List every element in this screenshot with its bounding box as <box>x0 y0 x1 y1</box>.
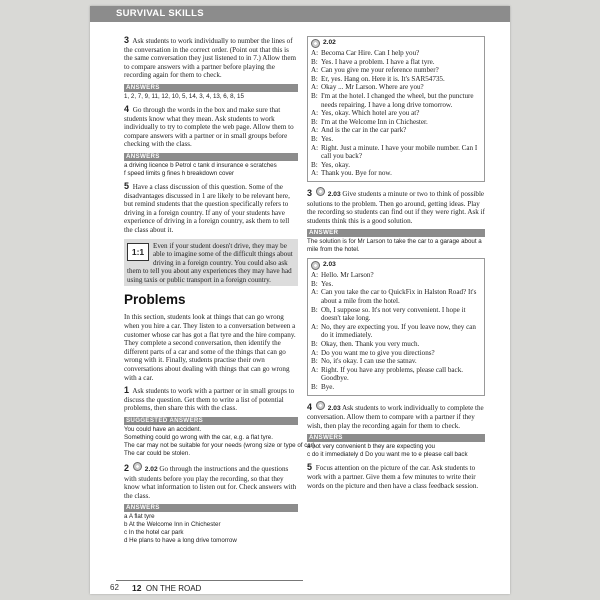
transcript-line <box>311 306 481 323</box>
speaker-text: Right. Just a minute. I have your mobile number. Can I call you back? <box>321 143 478 161</box>
audio-cd-icon <box>311 39 320 48</box>
track-number: 2.02 <box>323 39 336 47</box>
transcript-line <box>311 271 481 280</box>
speaker-text: Okay, then. Thank you very much. <box>321 340 420 349</box>
audio-cd-icon <box>311 261 320 270</box>
transcript-line <box>311 118 481 127</box>
speaker-text: Okay ... Mr Larson. Where are you? <box>321 83 424 92</box>
track-number: 2.03 <box>327 404 341 412</box>
speaker-text: No, they are expecting you. If you leave now, they can do it immediately. <box>321 322 476 340</box>
answers-header: ANSWERS <box>307 434 485 442</box>
transcript-line <box>311 169 481 178</box>
step-number: 4 <box>307 401 313 412</box>
transcript-line <box>311 340 481 349</box>
transcript-line <box>311 66 481 75</box>
page-footer <box>90 580 510 594</box>
step-3-instruction: 3 Ask students to work individually to number the lines of the conversation in the correct order. (Point out that this is the same conversation they just listened to in 7.) Allow them to compare answers with a partner before playing the recording again for them to check. <box>124 35 296 80</box>
speaker-label: A: <box>311 288 319 297</box>
transcript-line <box>311 357 481 366</box>
transcript-line <box>311 109 481 118</box>
section-intro: In this section, students look at things that can go wrong when you hire a car. They listen to a conversation between a customer whose car has got a flat tyre and the hire company. They complete a second conversation, then identify the different parts of a car and some of the things that can go wrong with it. Finally, students practise their own conversations about dealing with things that can go wrong with a car. <box>124 313 296 382</box>
speaker-text: I'm at the hotel. I changed the wheel, but the puncture needs repairing. I have a long drive tomorrow. <box>321 91 474 109</box>
section-title: SURVIVAL SKILLS <box>116 8 204 19</box>
answers-header: ANSWER <box>307 229 485 237</box>
speaker-label: B: <box>311 340 318 349</box>
answers-box: You could have an accident. Something could go wrong with the car, e.g. a flat tyre. The car may not be suitable for your needs (wrong size or type of car). The car could be stolen. <box>124 426 317 457</box>
speaker-label: B: <box>311 91 318 100</box>
answers-header: ANSWERS <box>124 153 298 161</box>
one-to-one-icon: 1:1 <box>127 243 149 261</box>
speaker-text: Can you give me your reference number? <box>321 66 439 75</box>
answers-box: a driving licence b Petrol c tank d insurance e scratches f speed limits g fines h breakdown cover <box>124 161 277 177</box>
transcript-line <box>311 366 481 383</box>
answers-header: ANSWERS <box>124 504 298 512</box>
speaker-label: A: <box>311 66 319 75</box>
speaker-text: Yes, okay. <box>321 160 350 169</box>
textbook-page <box>90 6 510 594</box>
audio-cd-icon <box>316 187 325 196</box>
transcript-box <box>307 36 485 182</box>
speaker-label: A: <box>311 365 319 374</box>
speaker-text: Becoma Car Hire. Can I help you? <box>321 49 420 57</box>
track-number: 2.03 <box>327 190 341 198</box>
answers-header: SUGGESTED ANSWERS <box>124 417 298 425</box>
section-header-bar <box>90 6 510 22</box>
transcript-line <box>311 126 481 135</box>
step-4-instruction: 4 2.03 Ask students to work individually to complete the conversation. Allow them to compare with a partner if they wish, then play the recording again for them to check. <box>307 401 484 430</box>
speaker-label: B: <box>311 74 318 83</box>
audio-cd-icon <box>316 401 325 410</box>
speaker-text: Bye. <box>321 383 335 391</box>
speaker-label: B: <box>311 134 318 143</box>
transcript-line <box>311 288 481 305</box>
speaker-text: Right. If you have any problems, please call back. Goodbye. <box>321 365 464 383</box>
transcript-line <box>311 135 481 144</box>
speaker-text: Yes. <box>321 279 334 288</box>
speaker-label: B: <box>311 160 318 169</box>
answers-box: 1, 2, 7, 9, 11, 12, 10, 5, 14, 3, 4, 13, 6, 8, 15 <box>124 92 244 100</box>
speaker-text: And is the car in the car park? <box>321 126 407 135</box>
step-5-instruction: 5 Focus attention on the picture of the car. Ask students to work with a partner. Give them a few minutes to write their words on the picture and then have a class feedback session. <box>307 462 479 490</box>
answers-box: The solution is for Mr Larson to take the car to a garage about a mile from the hotel. <box>307 238 482 254</box>
speaker-label: A: <box>311 169 319 178</box>
transcript-line <box>311 323 481 340</box>
transcript-line <box>311 161 481 170</box>
transcript-line <box>311 49 481 58</box>
step-4-instruction: 4 Go through the words in the box and make sure that students know what they mean. Ask students to work individually to try to complete the web page. Allow them to compare answers with a partner or in small groups before checking with the class. <box>124 103 294 149</box>
transcript-line <box>311 280 481 289</box>
transcript-lines <box>311 271 481 391</box>
speaker-label: A: <box>311 49 319 57</box>
speaker-text: Hello. Mr Larson? <box>321 271 374 280</box>
transcript-line <box>311 58 481 67</box>
speaker-label: A: <box>311 322 319 331</box>
speaker-text: No, it's okay. I can use the satnav. <box>321 357 417 366</box>
speaker-label: B: <box>311 305 318 314</box>
track-number: 2.02 <box>144 466 158 473</box>
speaker-label: B: <box>311 357 318 366</box>
answers-box: a A flat tyre b At the Welcome Inn in Chichester c In the hotel car park d He plans to have a long drive tomorrow <box>124 513 237 545</box>
speaker-label: B: <box>311 57 318 66</box>
transcript-line <box>311 92 481 109</box>
speaker-label: A: <box>311 109 319 118</box>
speaker-label: B: <box>311 117 318 126</box>
step-number: 3 <box>307 187 313 198</box>
speaker-text: Yes. I have a problem. I have a flat tyre. <box>321 57 435 66</box>
step-number: 2 <box>124 463 130 473</box>
transcript-lines <box>311 49 481 178</box>
track-number: 2.03 <box>323 261 336 269</box>
audio-cd-icon <box>133 462 142 471</box>
unit-label: 12 ON THE ROAD <box>132 583 202 593</box>
step-3-instruction: 3 2.03 Give students a minute or two to think of possible solutions to the problem. Then go around, getting ideas. Play the recording so students can find out if they were right. Ask if students think this is a good solution. <box>307 187 485 225</box>
right-column <box>307 36 485 494</box>
speaker-label: A: <box>311 126 319 135</box>
speaker-text: Do you want me to give you directions? <box>321 348 435 357</box>
speaker-label: A: <box>311 83 319 92</box>
speaker-text: Can you take the car to QuickFix in Halston Road? It's about a mile from the hotel. <box>321 288 477 306</box>
speaker-text: Yes. <box>321 134 334 143</box>
step-number: 3 <box>124 35 130 45</box>
answers-box: a not very convenient b they are expecting you c do it immediately d Do you want me to e please call back <box>307 443 468 459</box>
speaker-text: I'm at the Welcome Inn in Chichester. <box>321 117 428 126</box>
speaker-text: Yes, okay. Which hotel are you at? <box>321 109 420 118</box>
footer-rule <box>116 580 303 581</box>
speaker-label: B: <box>311 279 318 288</box>
page-number: 62 <box>110 583 119 592</box>
answers-header: ANSWERS <box>124 84 298 92</box>
section-heading: Problems <box>124 292 186 308</box>
step-number: 4 <box>124 103 130 114</box>
speaker-text: Oh, I suppose so. It's not very convenient. I hope it doesn't take long. <box>321 305 466 323</box>
step-2-instruction: 2 2.02 Go through the instructions and the questions with students before you play the recording, so that they know what information to listen out for. Check answers with the class. <box>124 463 297 500</box>
step-5-instruction: 5 Have a class discussion of this question. Some of the disadvantages discussed in 1 are likely to be relevant here, but remind students that the question specifically refers to driving in a foreign country. If any of your students have experience of driving in a foreign country, ask them to tell the class about it. <box>124 180 290 234</box>
transcript-line <box>311 349 481 358</box>
step-number: 1 <box>124 385 130 396</box>
left-column <box>124 35 317 549</box>
step-number: 5 <box>124 180 130 191</box>
step-1-instruction: 1 Ask students to work with a partner or in small groups to discuss the question. Get them to write a list of potential problems, then share this with the class. <box>124 385 295 413</box>
transcript-box <box>307 258 485 395</box>
transcript-line <box>311 83 481 92</box>
transcript-line <box>311 383 481 392</box>
speaker-label: A: <box>311 143 319 152</box>
speaker-label: B: <box>311 383 318 391</box>
speaker-label: A: <box>311 271 319 280</box>
speaker-text: Thank you. Bye for now. <box>321 169 392 178</box>
note-text: Even if your student doesn't drive, they may be able to imagine some of the difficult things about driving in a foreign country. You could also ask them to tell you about any experiences they may have had using taxis or public transport in a foreign country. <box>127 241 293 284</box>
one-to-one-note <box>124 239 298 287</box>
step-number: 5 <box>307 462 313 473</box>
speaker-text: Er, yes. Hang on. Here it is. It's SAR54735. <box>321 74 445 83</box>
transcript-line <box>311 144 481 161</box>
transcript-line <box>311 75 481 84</box>
speaker-label: A: <box>311 348 319 357</box>
